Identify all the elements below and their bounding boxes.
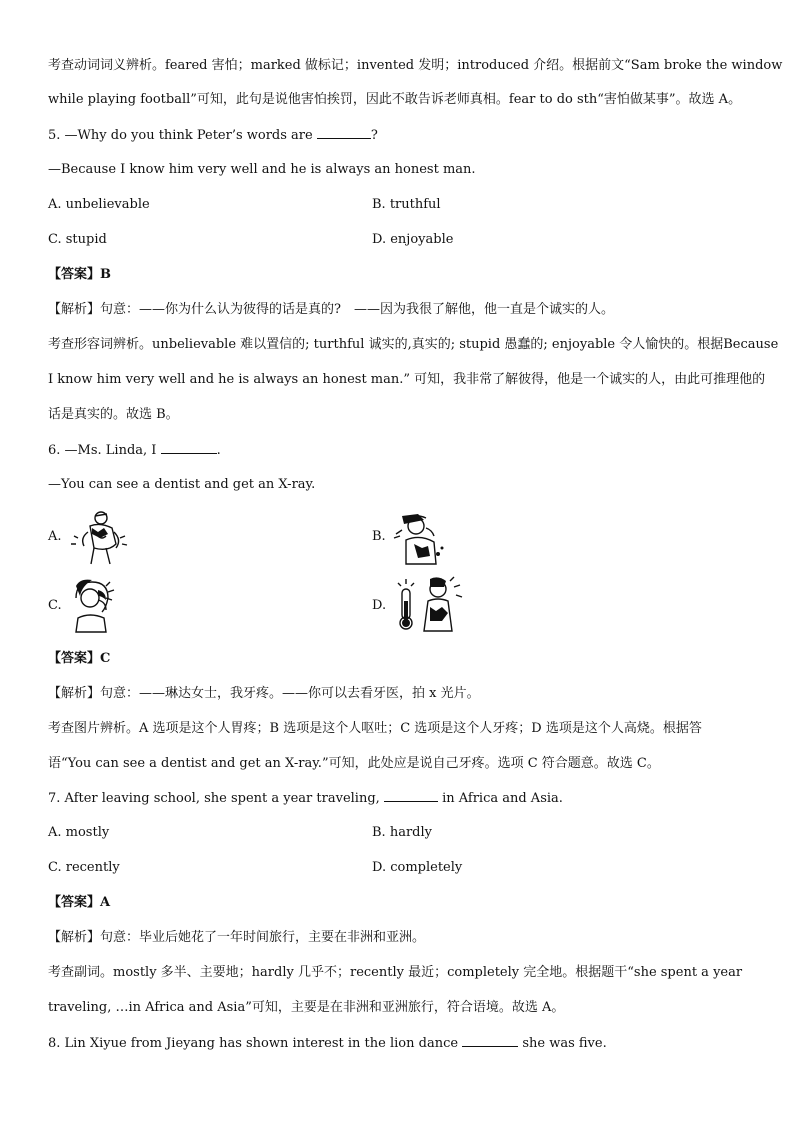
answer-label: 【答案】C	[48, 651, 111, 666]
option-d: D. enjoyable	[372, 232, 454, 247]
option-c: C.	[48, 598, 62, 613]
answer-label: 【答案】A	[48, 895, 111, 910]
analysis-line: 话是真实的。故选 B。	[48, 407, 179, 422]
option-b: B.	[372, 529, 386, 544]
question-5-reply: —Because I know him very well and he is always an honest man.	[48, 162, 476, 177]
question-7-stem: 7. After leaving school, she spent a year traveling, in Africa and Asia.	[48, 791, 563, 806]
option-a: A.	[48, 529, 62, 544]
option-b: B. hardly	[372, 825, 432, 840]
explanation-line: 考查动词词义辨析。feared 害怕；marked 做标记；invented 发明；introduced 介绍。根据前文“Sam broke the window	[48, 58, 783, 73]
explanation-line: while playing football”可知，此句是说他害怕挨罚，因此不敢告诉老师真相。fear to do sth“害怕做某事”。故选 A。	[48, 92, 742, 107]
option-c: C. recently	[48, 860, 120, 875]
vomiting-picture	[392, 510, 450, 566]
answer-blank	[161, 441, 217, 454]
option-a: A. mostly	[48, 825, 110, 840]
option-d: D. completely	[372, 860, 463, 875]
analysis-line: 【解析】句意：毕业后她花了一年时间旅行，主要在非洲和亚洲。	[48, 930, 426, 945]
analysis-line: 语“You can see a dentist and get an X-ray.”可知，此处应是说自己牙疼。选项 C 符合题意。故选 C。	[48, 756, 660, 771]
analysis-line: 考查图片辨析。A 选项是这个人胃疼；B 选项是这个人呕吐；C 选项是这个人牙疼；D 选项是这个人高烧。根据答	[48, 721, 702, 736]
answer-blank	[317, 126, 371, 139]
answer-blank	[462, 1034, 518, 1047]
toothache-picture	[68, 576, 116, 634]
question-6-reply: —You can see a dentist and get an X-ray.	[48, 477, 316, 492]
fever-picture	[394, 575, 464, 637]
analysis-line: 考查形容词辨析。unbelievable 难以置信的; turthful 诚实的,真实的; stupid 愚蠢的; enjoyable 令人愉快的。根据Because	[48, 337, 779, 352]
analysis-line: 【解析】句意：——你为什么认为彼得的话是真的? ——因为我很了解他，他一直是个诚实的人。	[48, 302, 614, 317]
stomachache-picture	[68, 508, 128, 566]
analysis-line: traveling, …in Africa and Asia”可知，主要是在非洲和亚洲旅行，符合语境。故选 A。	[48, 1000, 565, 1015]
analysis-line: 考查副词。mostly 多半、主要地；hardly 几乎不；recently 最近；completely 完全地。根据题干“she spent a year	[48, 965, 743, 980]
option-a: A. unbelievable	[48, 197, 150, 212]
option-d: D.	[372, 598, 387, 613]
analysis-line: I know him very well and he is always an honest man.” 可知，我非常了解彼得，他是一个诚实的人，由此可推理他的	[48, 372, 766, 387]
answer-blank	[384, 789, 438, 802]
option-c: C. stupid	[48, 232, 107, 247]
question-8-stem: 8. Lin Xiyue from Jieyang has shown interest in the lion dance she was five.	[48, 1036, 607, 1051]
answer-label: 【答案】B	[48, 267, 111, 282]
question-5-stem: 5. —Why do you think Peter’s words are ?	[48, 128, 378, 143]
analysis-line: 【解析】句意：——琳达女士，我牙疼。——你可以去看牙医，拍 x 光片。	[48, 686, 480, 701]
question-6-stem: 6. —Ms. Linda, I .	[48, 443, 221, 458]
option-b: B. truthful	[372, 197, 441, 212]
